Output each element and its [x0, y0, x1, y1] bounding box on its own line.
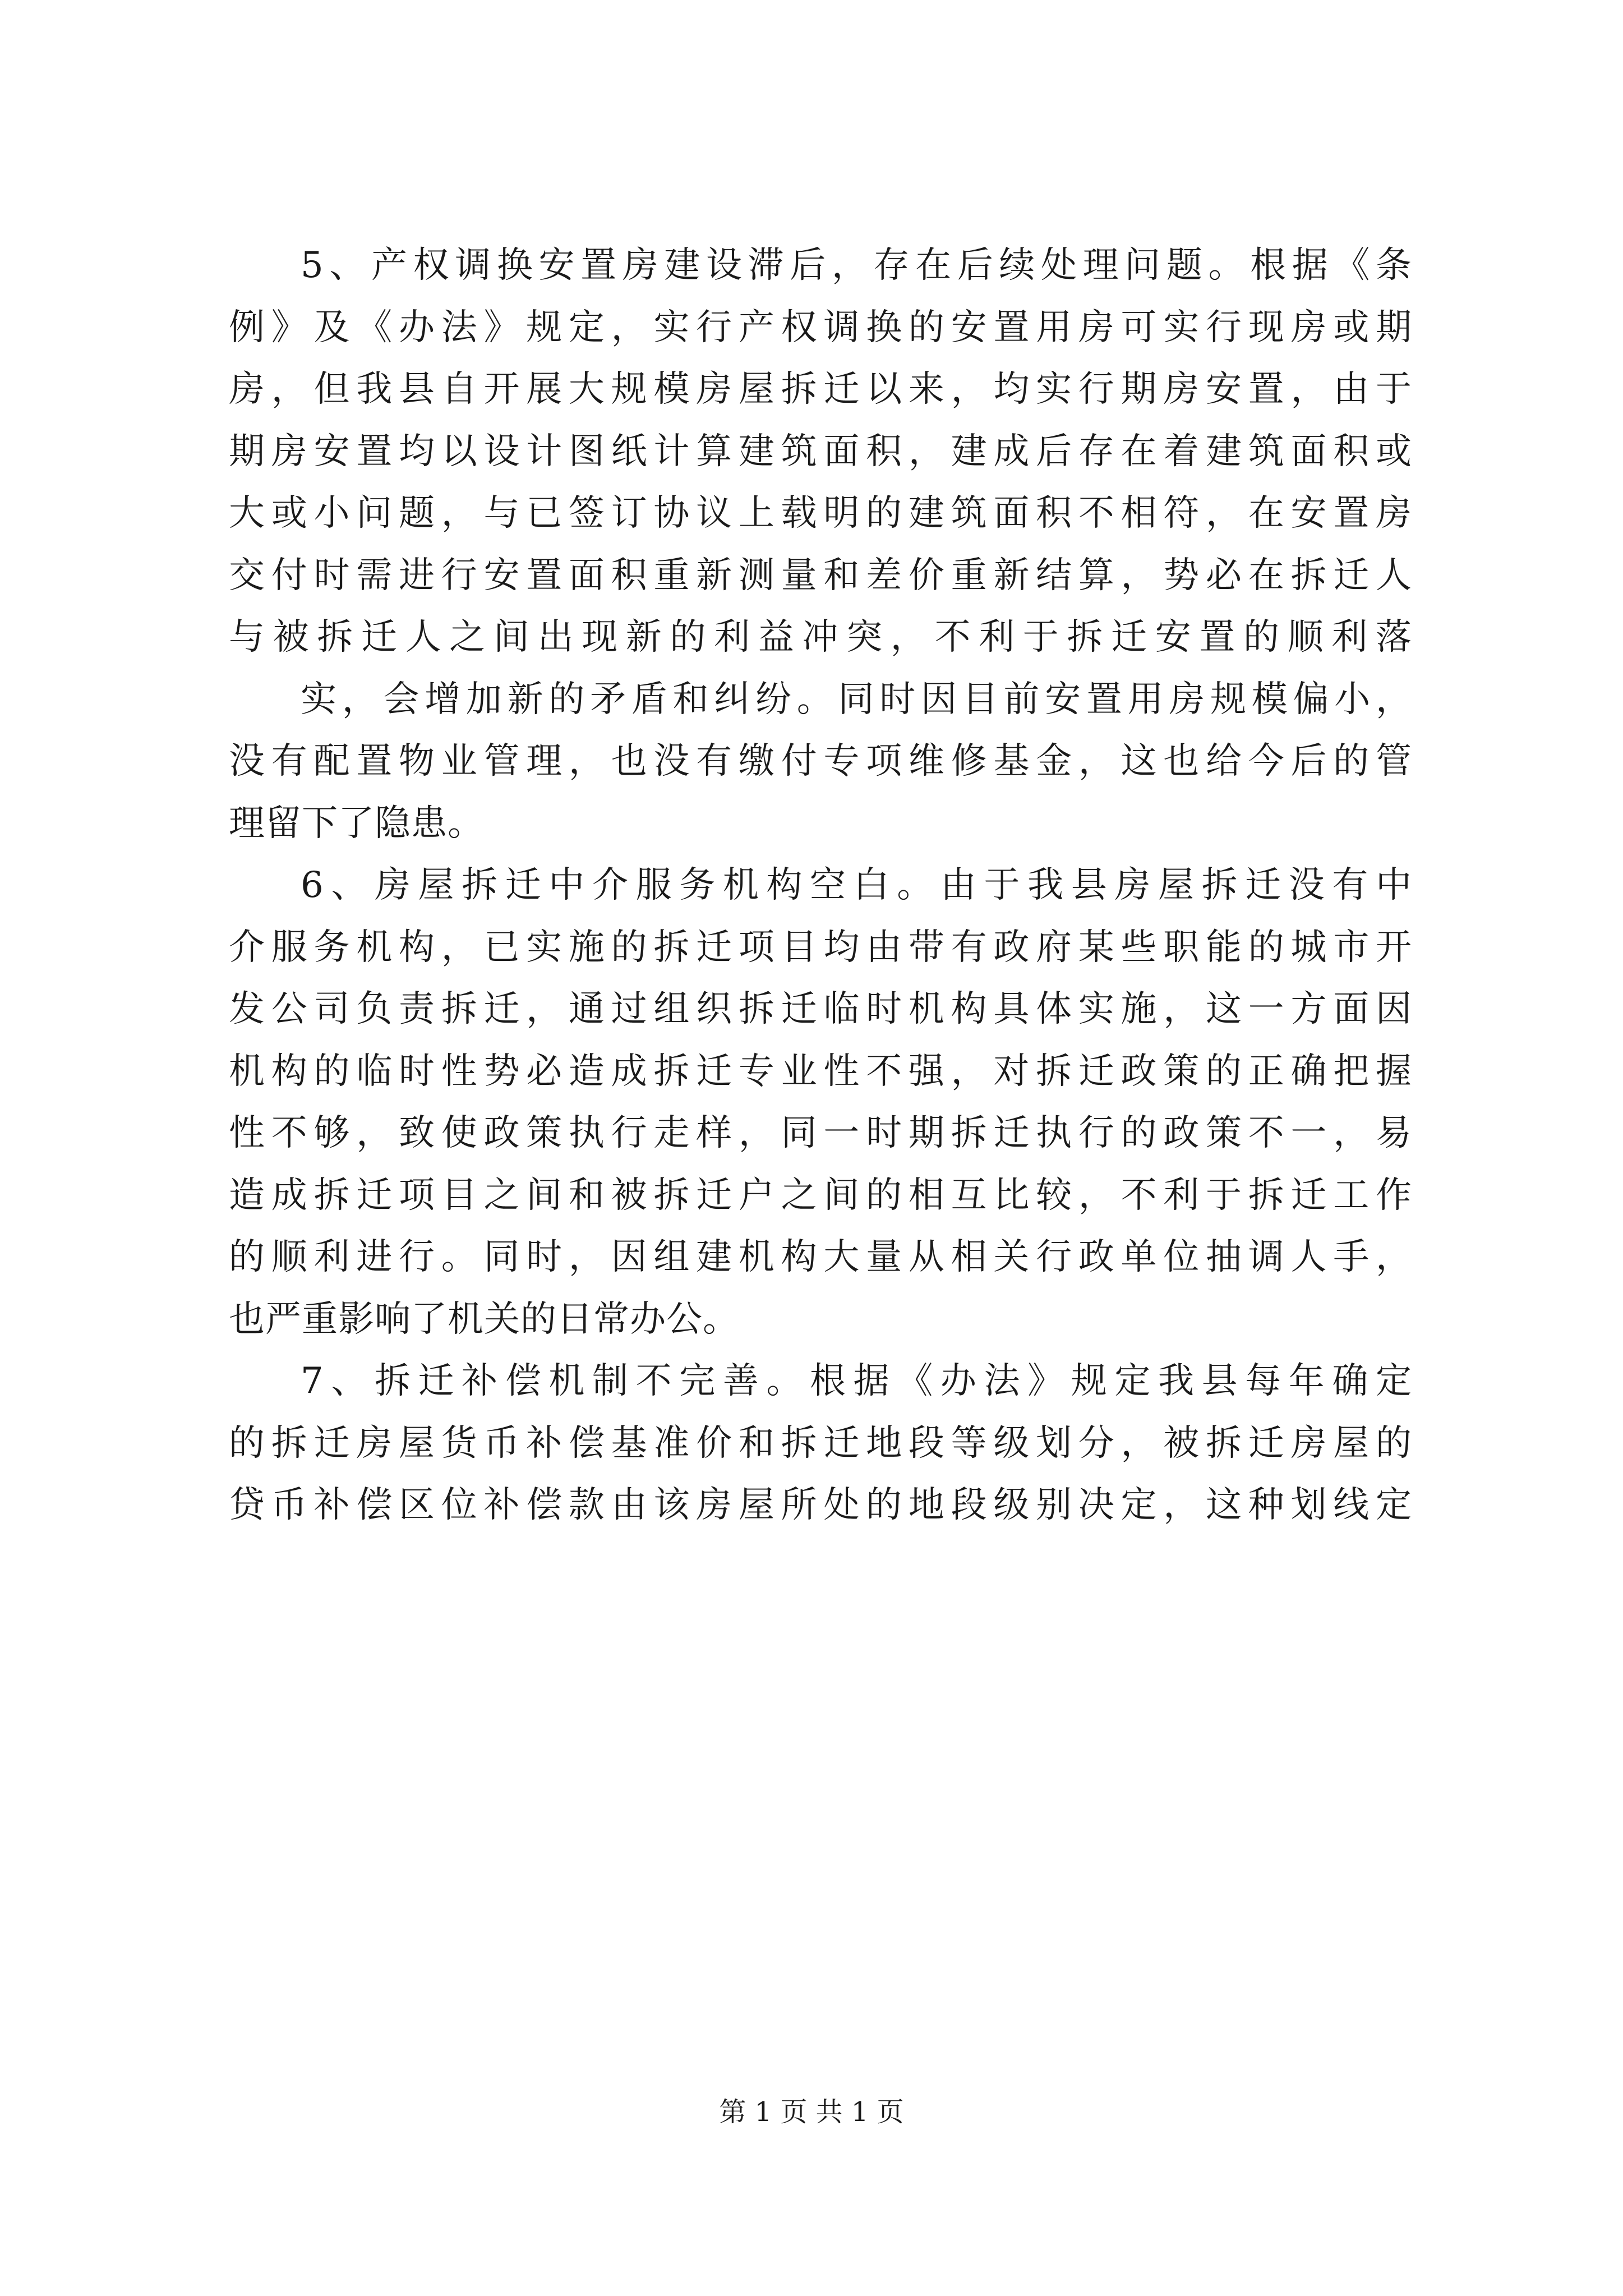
text-line: 没有配置物业管理，也没有缴付专项维修基金，这也给今后的管: [229, 740, 1412, 782]
text-line: 与被拆迁人之间出现新的利益冲突，不利于拆迁安置的顺利落: [229, 616, 1412, 658]
text-line: 理留下了隐患。: [229, 802, 484, 844]
text-line: 大或小问题，与已签订协议上载明的建筑面积不相符，在安置房: [229, 493, 1412, 534]
text-line: 房，但我县自开展大规模房屋拆迁以来，均实行期房安置，由于: [229, 369, 1412, 410]
text-line: 介服务机构，已实施的拆迁项目均由带有政府某些职能的城市开: [229, 926, 1412, 968]
text-line: 发公司负责拆迁，通过组织拆迁临时机构具体实施，这一方面因: [229, 988, 1412, 1030]
text-line: 贷币补偿区位补偿款由该房屋所处的地段级别决定，这种划线定: [229, 1484, 1412, 1526]
text-line: 6、房屋拆迁中介服务机构空白。由于我县房屋拆迁没有中: [301, 864, 1412, 906]
text-line: 7、拆迁补偿机制不完善。根据《办法》规定我县每年确定: [301, 1360, 1412, 1402]
text-line: 造成拆迁项目之间和被拆迁户之间的相互比较，不利于拆迁工作: [229, 1174, 1412, 1216]
text-line: 性不够，致使政策执行走样，同一时期拆迁执行的政策不一，易: [229, 1112, 1412, 1154]
text-line: 实，会增加新的矛盾和纠纷。同时因目前安置用房规模偏小，: [301, 678, 1412, 720]
document-body: [229, 234, 1412, 1536]
page-number-footer: 第 1 页 共 1 页: [719, 2096, 904, 2128]
text-line: 例》及《办法》规定，实行产权调换的安置用房可实行现房或期: [229, 306, 1412, 348]
text-line: 交付时需进行安置面积重新测量和差价重新结算，势必在拆迁人: [229, 554, 1412, 596]
text-line: 的拆迁房屋货币补偿基准价和拆迁地段等级划分，被拆迁房屋的: [229, 1422, 1412, 1464]
text-line: 的顺利进行。同时，因组建机构大量从相关行政单位抽调人手，: [229, 1236, 1412, 1278]
text-line: 期房安置均以设计图纸计算建筑面积，建成后存在着建筑面积或: [229, 430, 1412, 472]
text-line: 机构的临时性势必造成拆迁专业性不强，对拆迁政策的正确把握: [229, 1050, 1412, 1092]
text-line: 5、产权调换安置房建设滞后，存在后续处理问题。根据《条: [301, 245, 1412, 286]
text-line: 也严重影响了机关的日常办公。: [229, 1298, 739, 1340]
